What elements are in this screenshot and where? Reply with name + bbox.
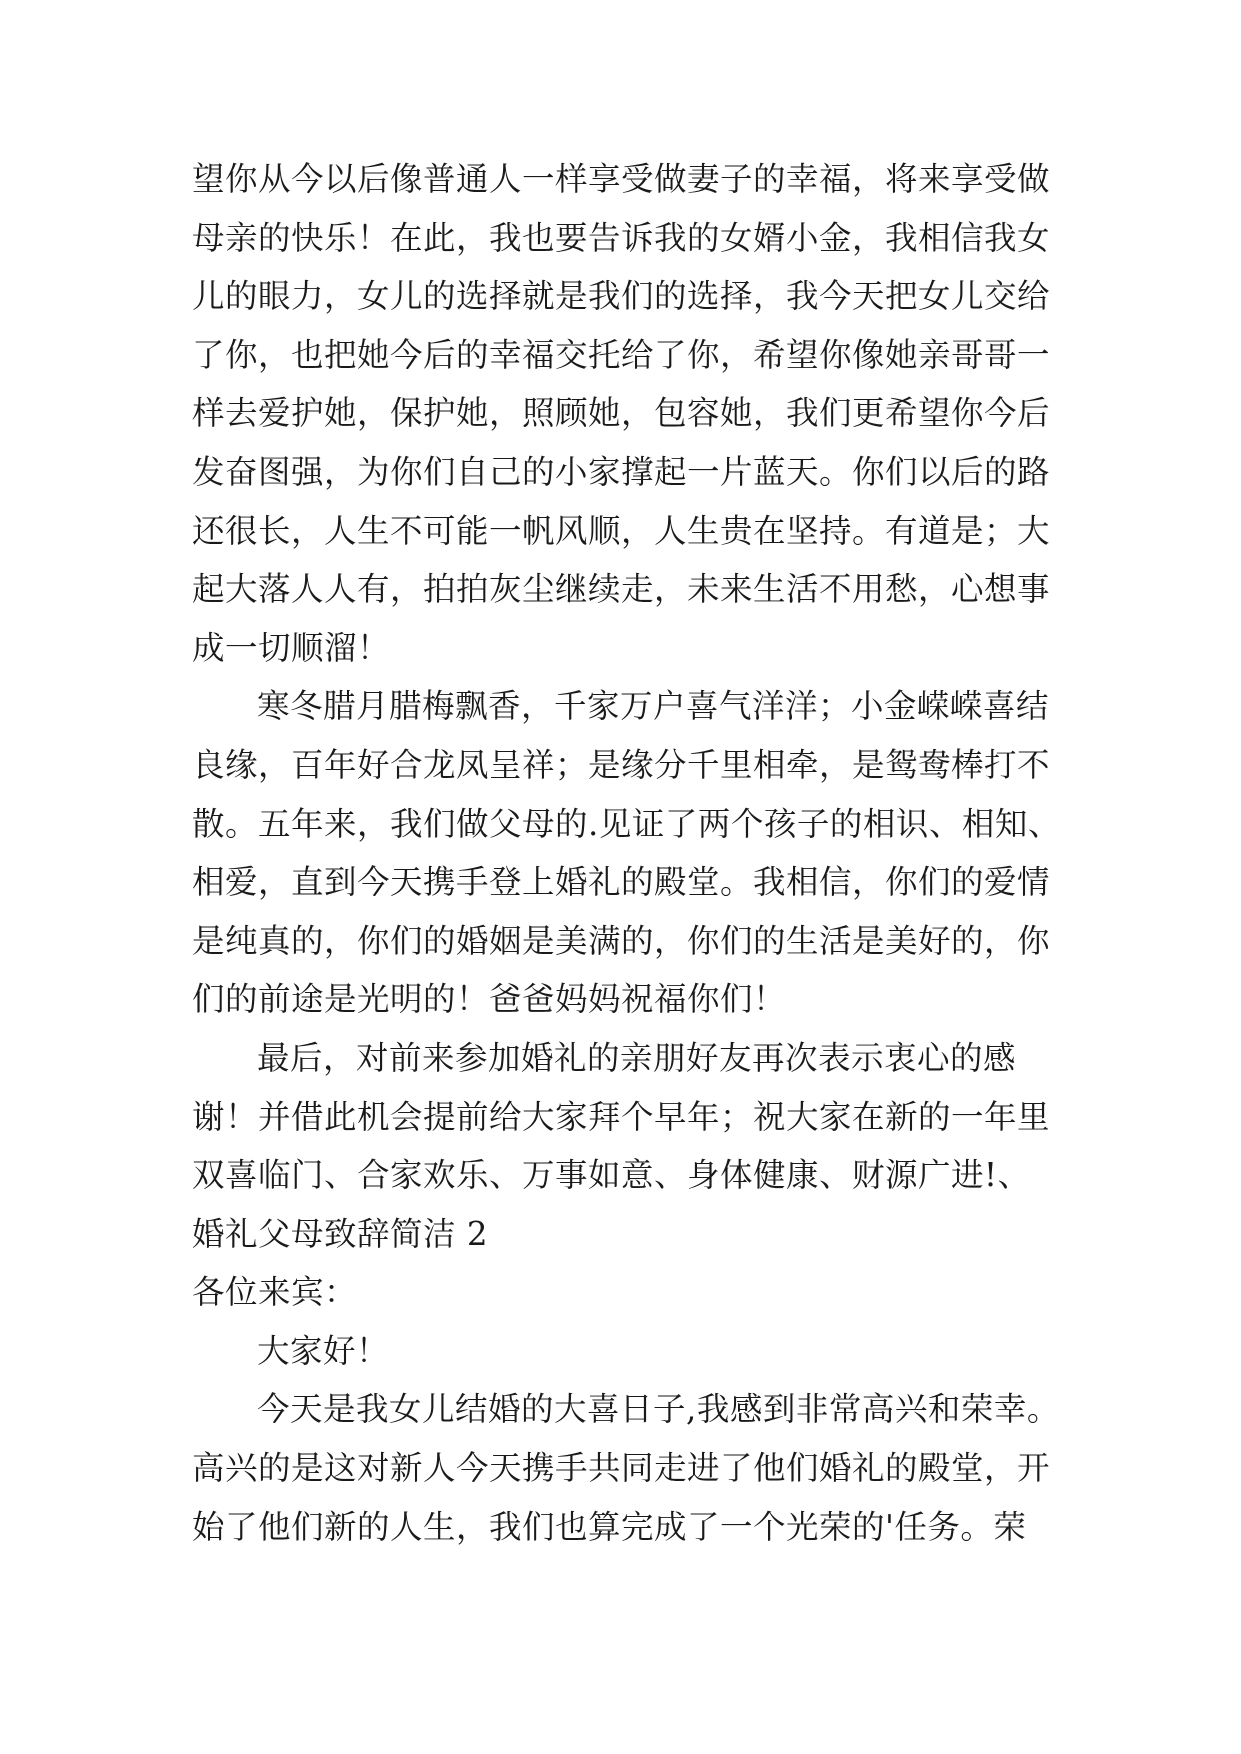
text-line: 还很长，人生不可能一帆风顺，人生贵在坚持。有道是；大 xyxy=(192,511,1051,550)
section-heading: 婚礼父母致辞简洁 2 xyxy=(192,1214,489,1253)
text-line: 是纯真的，你们的婚姻是美满的，你们的生活是美好的，你 xyxy=(192,921,1051,960)
text-line: 始了他们新的人生，我们也算完成了一个光荣的'任务。荣 xyxy=(192,1507,1027,1546)
text-line: 们的前途是光明的！爸爸妈妈祝福你们！ xyxy=(192,980,787,1019)
text-line: 良缘，百年好合龙凤呈祥；是缘分千里相牵，是鸳鸯棒打不 xyxy=(192,745,1051,784)
text-line: 望你从今以后像普通人一样享受做妻子的幸福，将来享受做 xyxy=(192,160,1051,198)
paragraph-start-line: 最后，对前来参加婚礼的亲朋好友再次表示衷心的感 xyxy=(257,1038,1017,1077)
text-line: 发奋图强，为你们自己的小家撑起一片蓝天。你们以后的路 xyxy=(192,452,1051,491)
text-line: 儿的眼力，女儿的选择就是我们的选择，我今天把女儿交给 xyxy=(192,277,1051,316)
text-line: 起大落人人有，拍拍灰尘继续走，未来生活不用愁，心想事 xyxy=(192,570,1051,609)
document-body xyxy=(192,150,1061,1556)
text-line: 母亲的快乐！在此，我也要告诉我的女婿小金，我相信我女 xyxy=(192,218,1051,257)
text-line: 谢！并借此机会提前给大家拜个早年；祝大家在新的一年里 xyxy=(192,1097,1051,1136)
text-line: 双喜临门、合家欢乐、万事如意、身体健康、财源广进!、 xyxy=(192,1156,1031,1195)
greeting: 大家好！ xyxy=(257,1331,390,1370)
text-line: 样去爱护她，保护她，照顾她，包容她，我们更希望你今后 xyxy=(192,394,1051,433)
salutation: 各位来宾： xyxy=(192,1273,358,1312)
text-line: 相爱，直到今天携手登上婚礼的殿堂。我相信，你们的爱情 xyxy=(192,863,1051,902)
text-line: 散。五年来，我们做父母的.见证了两个孩子的相识、相知、 xyxy=(192,804,1061,843)
paragraph-start-line: 寒冬腊月腊梅飘香，千家万户喜气洋洋；小金嵘嵘喜结 xyxy=(257,687,1050,726)
text-line: 成一切顺溜！ xyxy=(192,628,391,667)
paragraph-start-line: 今天是我女儿结婚的大喜日子,我感到非常高兴和荣幸。 xyxy=(257,1390,1060,1429)
text-line: 了你，也把她今后的幸福交托给了你，希望你像她亲哥哥一 xyxy=(192,335,1051,374)
text-line: 高兴的是这对新人今天携手共同走进了他们婚礼的殿堂，开 xyxy=(192,1449,1051,1488)
